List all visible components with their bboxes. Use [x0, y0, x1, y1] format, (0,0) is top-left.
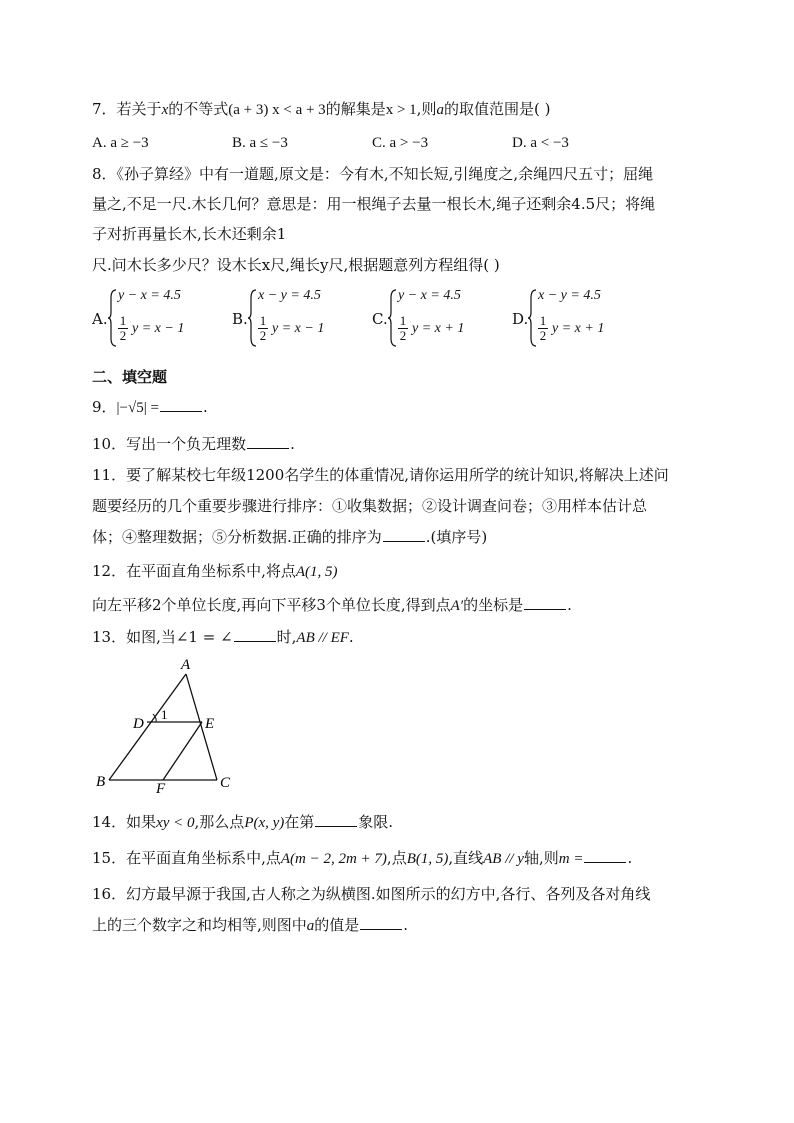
q14-stem: 14．如果xy < 0,那么点P(x, y)在第 象限. — [92, 813, 394, 831]
answer-blank[interactable] — [234, 627, 276, 642]
q13-stem: 13．如图,当∠1 = ∠ 时,AB // EF. — [92, 628, 354, 646]
q7-option-d[interactable]: D. a < −3 — [512, 135, 569, 151]
q16-line1: 16．幻方最早源于我国,古人称之为纵横图.如图所示的幻方中,各行、各列及各对角线 — [92, 885, 651, 903]
q8-line2: 量之,不足一尺.木长几何？意思是：用一根绳子去量一根长木,绳子还剩余4.5尺；将绳 — [92, 195, 656, 213]
q7-option-b[interactable]: B. a ≤ −3 — [232, 135, 288, 151]
section-heading: 二、填空题 — [92, 368, 168, 386]
q11-line2: 题要经历的几个重要步骤进行排序：①收集数据；②设计调查问卷；③用样本估计总 — [92, 497, 648, 515]
q8-line3: 子对折再量长木,长木还剩余1 — [92, 225, 287, 243]
q8-option-b[interactable]: B. x − y = 4.5 $\frac{1}{2}$ y = x − 1 — [232, 288, 352, 348]
label-c: C — [220, 775, 231, 791]
label-d: D — [133, 716, 144, 732]
answer-blank[interactable] — [524, 595, 566, 610]
answer-blank[interactable] — [160, 397, 202, 412]
label-angle-1: 1 — [161, 707, 168, 722]
answer-blank[interactable] — [584, 848, 626, 863]
brace-icon — [108, 288, 118, 348]
q10-stem: 10．写出一个负无理数 . — [92, 435, 295, 453]
q7-option-a[interactable]: A. a ≥ −3 — [92, 135, 149, 151]
q8-option-a[interactable]: A. y − x = 4.5 $\frac{1}{2}$ y = x − 1 — [92, 288, 212, 348]
brace-icon — [248, 288, 258, 348]
q8-option-d[interactable]: D. x − y = 4.5 $\frac{1}{2}$ y = x + 1 — [512, 288, 632, 348]
label-f: F — [156, 781, 166, 797]
answer-blank[interactable] — [383, 527, 425, 542]
q11-line3: 体；④整理数据；⑤分析数据.正确的排序为 .(填序号) — [92, 528, 488, 546]
q16-line2: 上的三个数字之和均相等,则图中a的值是 . — [92, 916, 409, 934]
answer-blank[interactable] — [315, 812, 357, 827]
q8-line4: 尺.问木长多少尺？设木长x尺,绳长y尺,根据题意列方程组得( ) — [92, 256, 500, 274]
label-e: E — [205, 716, 215, 732]
q8-option-c[interactable]: C. y − x = 4.5 $\frac{1}{2}$ y = x + 1 — [372, 288, 492, 348]
segment-ef — [163, 722, 202, 780]
q12-line2: 向左平移2个单位长度,再向下平移3个单位长度,得到点A′的坐标是 . — [92, 596, 572, 614]
brace-icon — [528, 288, 538, 348]
q7-option-c[interactable]: C. a > −3 — [372, 135, 429, 151]
q15-stem: 15．在平面直角坐标系中,点A(m − 2, 2m + 7),点B(1, 5),直线AB // y轴,则m = . — [92, 849, 633, 867]
q12-line1: 12．在平面直角坐标系中,将点A(1, 5) — [92, 562, 338, 580]
answer-blank[interactable] — [247, 434, 289, 449]
label-b: B — [96, 774, 106, 790]
answer-blank[interactable] — [360, 915, 402, 930]
q11-line1: 11．要了解某校七年级1200名学生的体重情况,请你运用所学的统计知识,将解决上述问 — [92, 466, 669, 484]
q8-line1: 8．《孙子算经》中有一道题,原文是：今有木,不知长短,引绳度之,余绳四尺五寸；屈绳 — [92, 165, 654, 183]
brace-icon — [388, 288, 398, 348]
q7-stem: 7．若关于x的不等式(a + 3) x < a + 3的解集是x > 1,则a的取值范围是( ) — [92, 100, 551, 118]
label-a: A — [181, 657, 191, 673]
q13-figure — [90, 652, 250, 797]
q9-stem: 9．|−√5| = . — [92, 398, 208, 416]
